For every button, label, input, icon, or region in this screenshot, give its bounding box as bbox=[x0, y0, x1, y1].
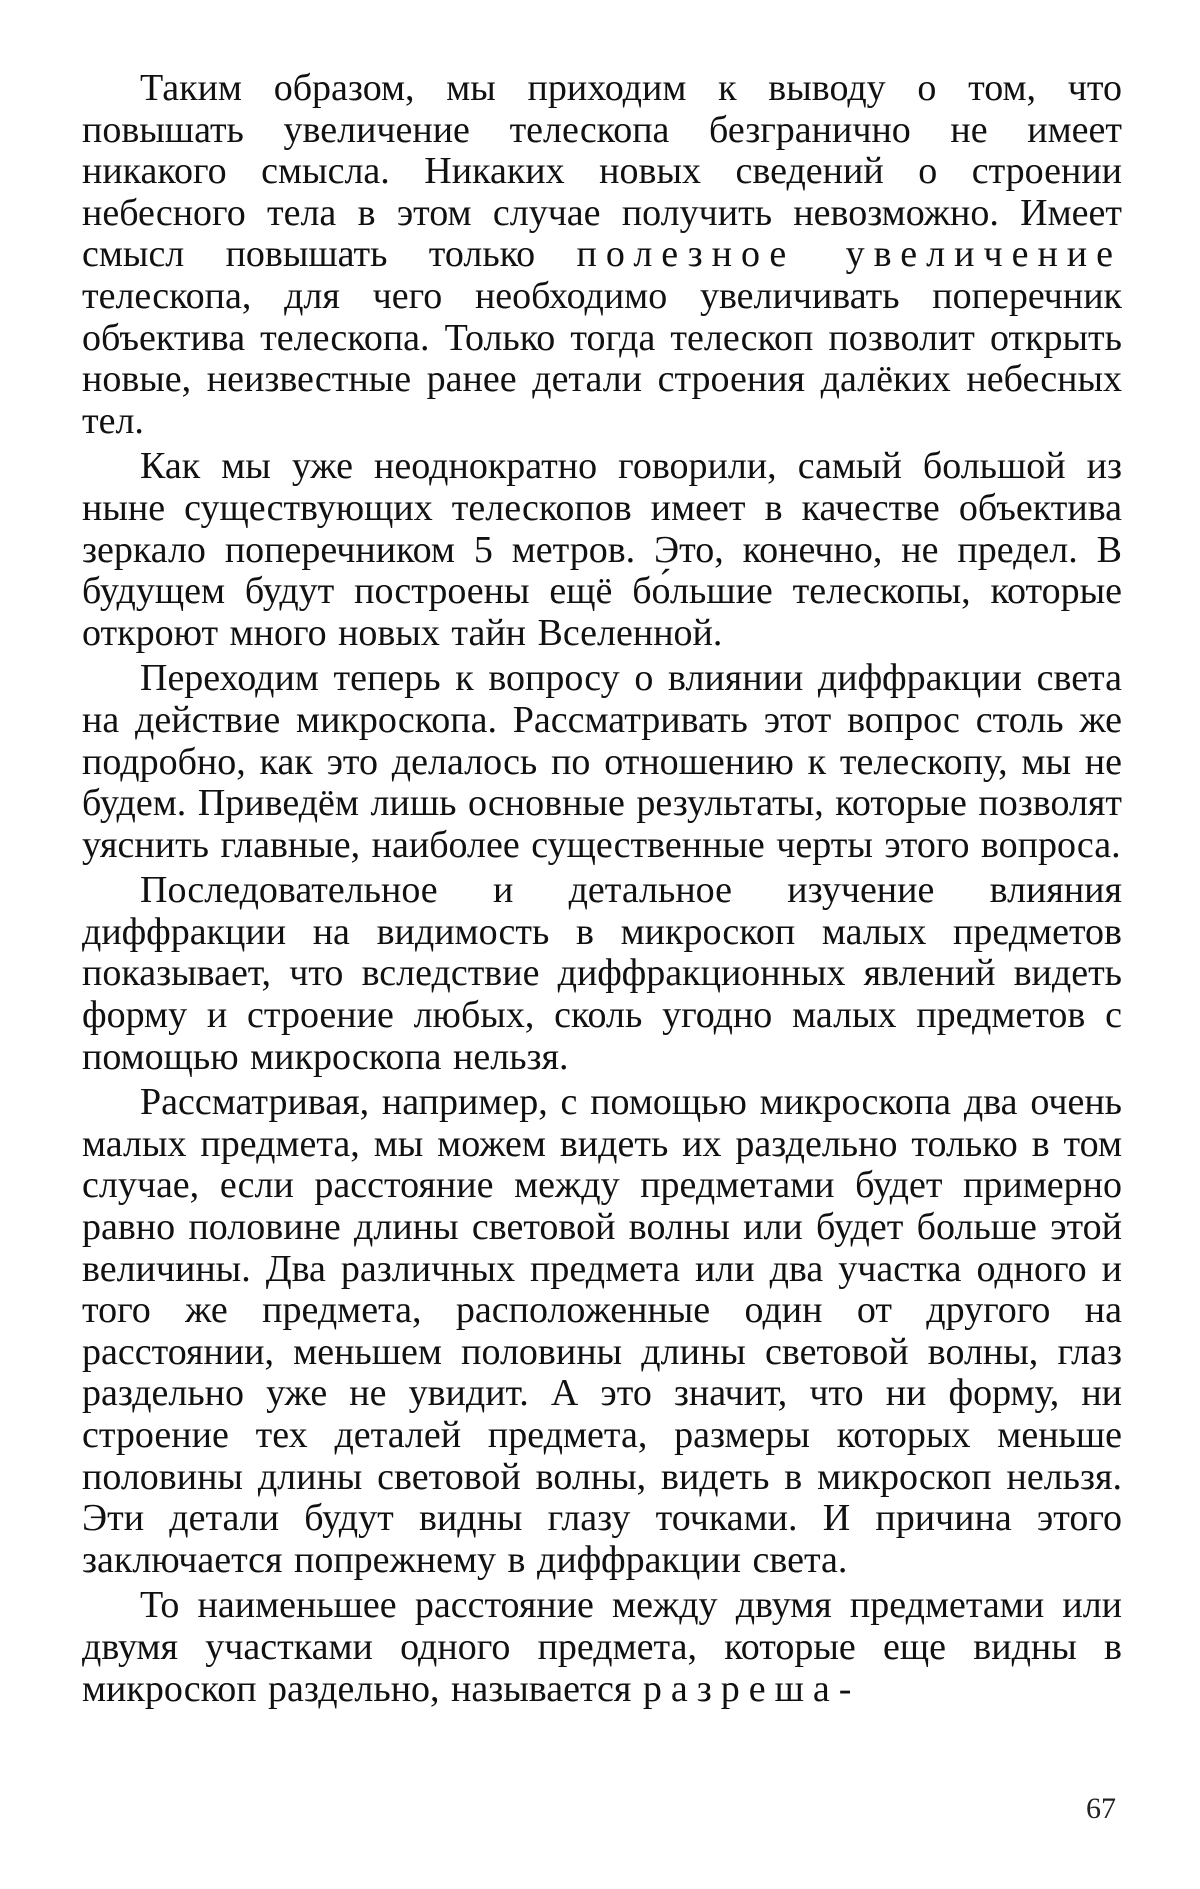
paragraph-2: Как мы уже неоднократно говорили, самый большой из ныне существующих телескопов имеет в качестве объектива зеркало поперечником 5 метров. Это, конечно, не предел. В будущем будут построены ещё бо́льшие телескопы, которые откроют много новых тайн Вселенной. bbox=[82, 445, 1122, 654]
paragraph-3: Переходим теперь к вопросу о влиянии диффракции света на действие микроскопа. Рассматривать этот вопрос столь же подробно, как это делалось по отношению к телескопу, мы не будем. Приведём лишь основные результаты, которые позволят уяснить главные, наиболее существенные черты этого вопроса. bbox=[82, 657, 1122, 866]
paragraph-6 bbox=[82, 1585, 1122, 1710]
paragraph-1 bbox=[82, 68, 1122, 442]
emphasis-useful-magnification: полезное увеличение bbox=[576, 233, 1122, 276]
paragraph-4: Последовательное и детальное изучение влияния диффракции на видимость в микроскоп малых предметов показывает, что вследствие диффракционных явлений видеть форму и строение любых, сколь угодно малых предметов с помощью микроскопа нельзя. bbox=[82, 869, 1122, 1078]
page-body bbox=[82, 68, 1122, 1714]
paragraph-6-text-start: То наименьшее расстояние между двумя предметами или двумя участками одного предмета, которые еще видны в микроскоп раздельно, называется bbox=[82, 1584, 1122, 1710]
paragraph-1-text-end: телескопа, для чего необходимо увеличивать поперечник объектива телескопа. Только тогда телескоп позволит открыть новые, неизвестные ранее детали строения далёких небесных тел. bbox=[82, 274, 1122, 442]
paragraph-1-text-start: Таким образом, мы приходим к выводу о том, что повышать увеличение телескопа безгранично не имеет никакого смысла. Никаких новых сведений о строении небесного тела в этом случае получить невозможно. Имеет смысл повышать только bbox=[82, 67, 1122, 276]
emphasis-resolution: разреша- bbox=[642, 1667, 861, 1710]
paragraph-5: Рассматривая, например, с помощью микроскопа два очень малых предмета, мы можем видеть их раздельно только в том случае, если расстояние между предметами будет примерно равно половине длины световой волны или будет больше этой величины. Два различных предмета или два участка одного и того же предмета, расположенные один от другого на расстоянии, меньшем половины длины световой волны, глаз раздельно уже не увидит. А это значит, что ни форму, ни строение тех деталей предмета, размеры которых меньше половины длины световой волны, видеть в микроскоп нельзя. Эти детали будут видны глазу точками. И причина этого заключается попрежнему в диффракции света. bbox=[82, 1081, 1122, 1581]
page-number: 67 bbox=[1086, 1792, 1116, 1825]
